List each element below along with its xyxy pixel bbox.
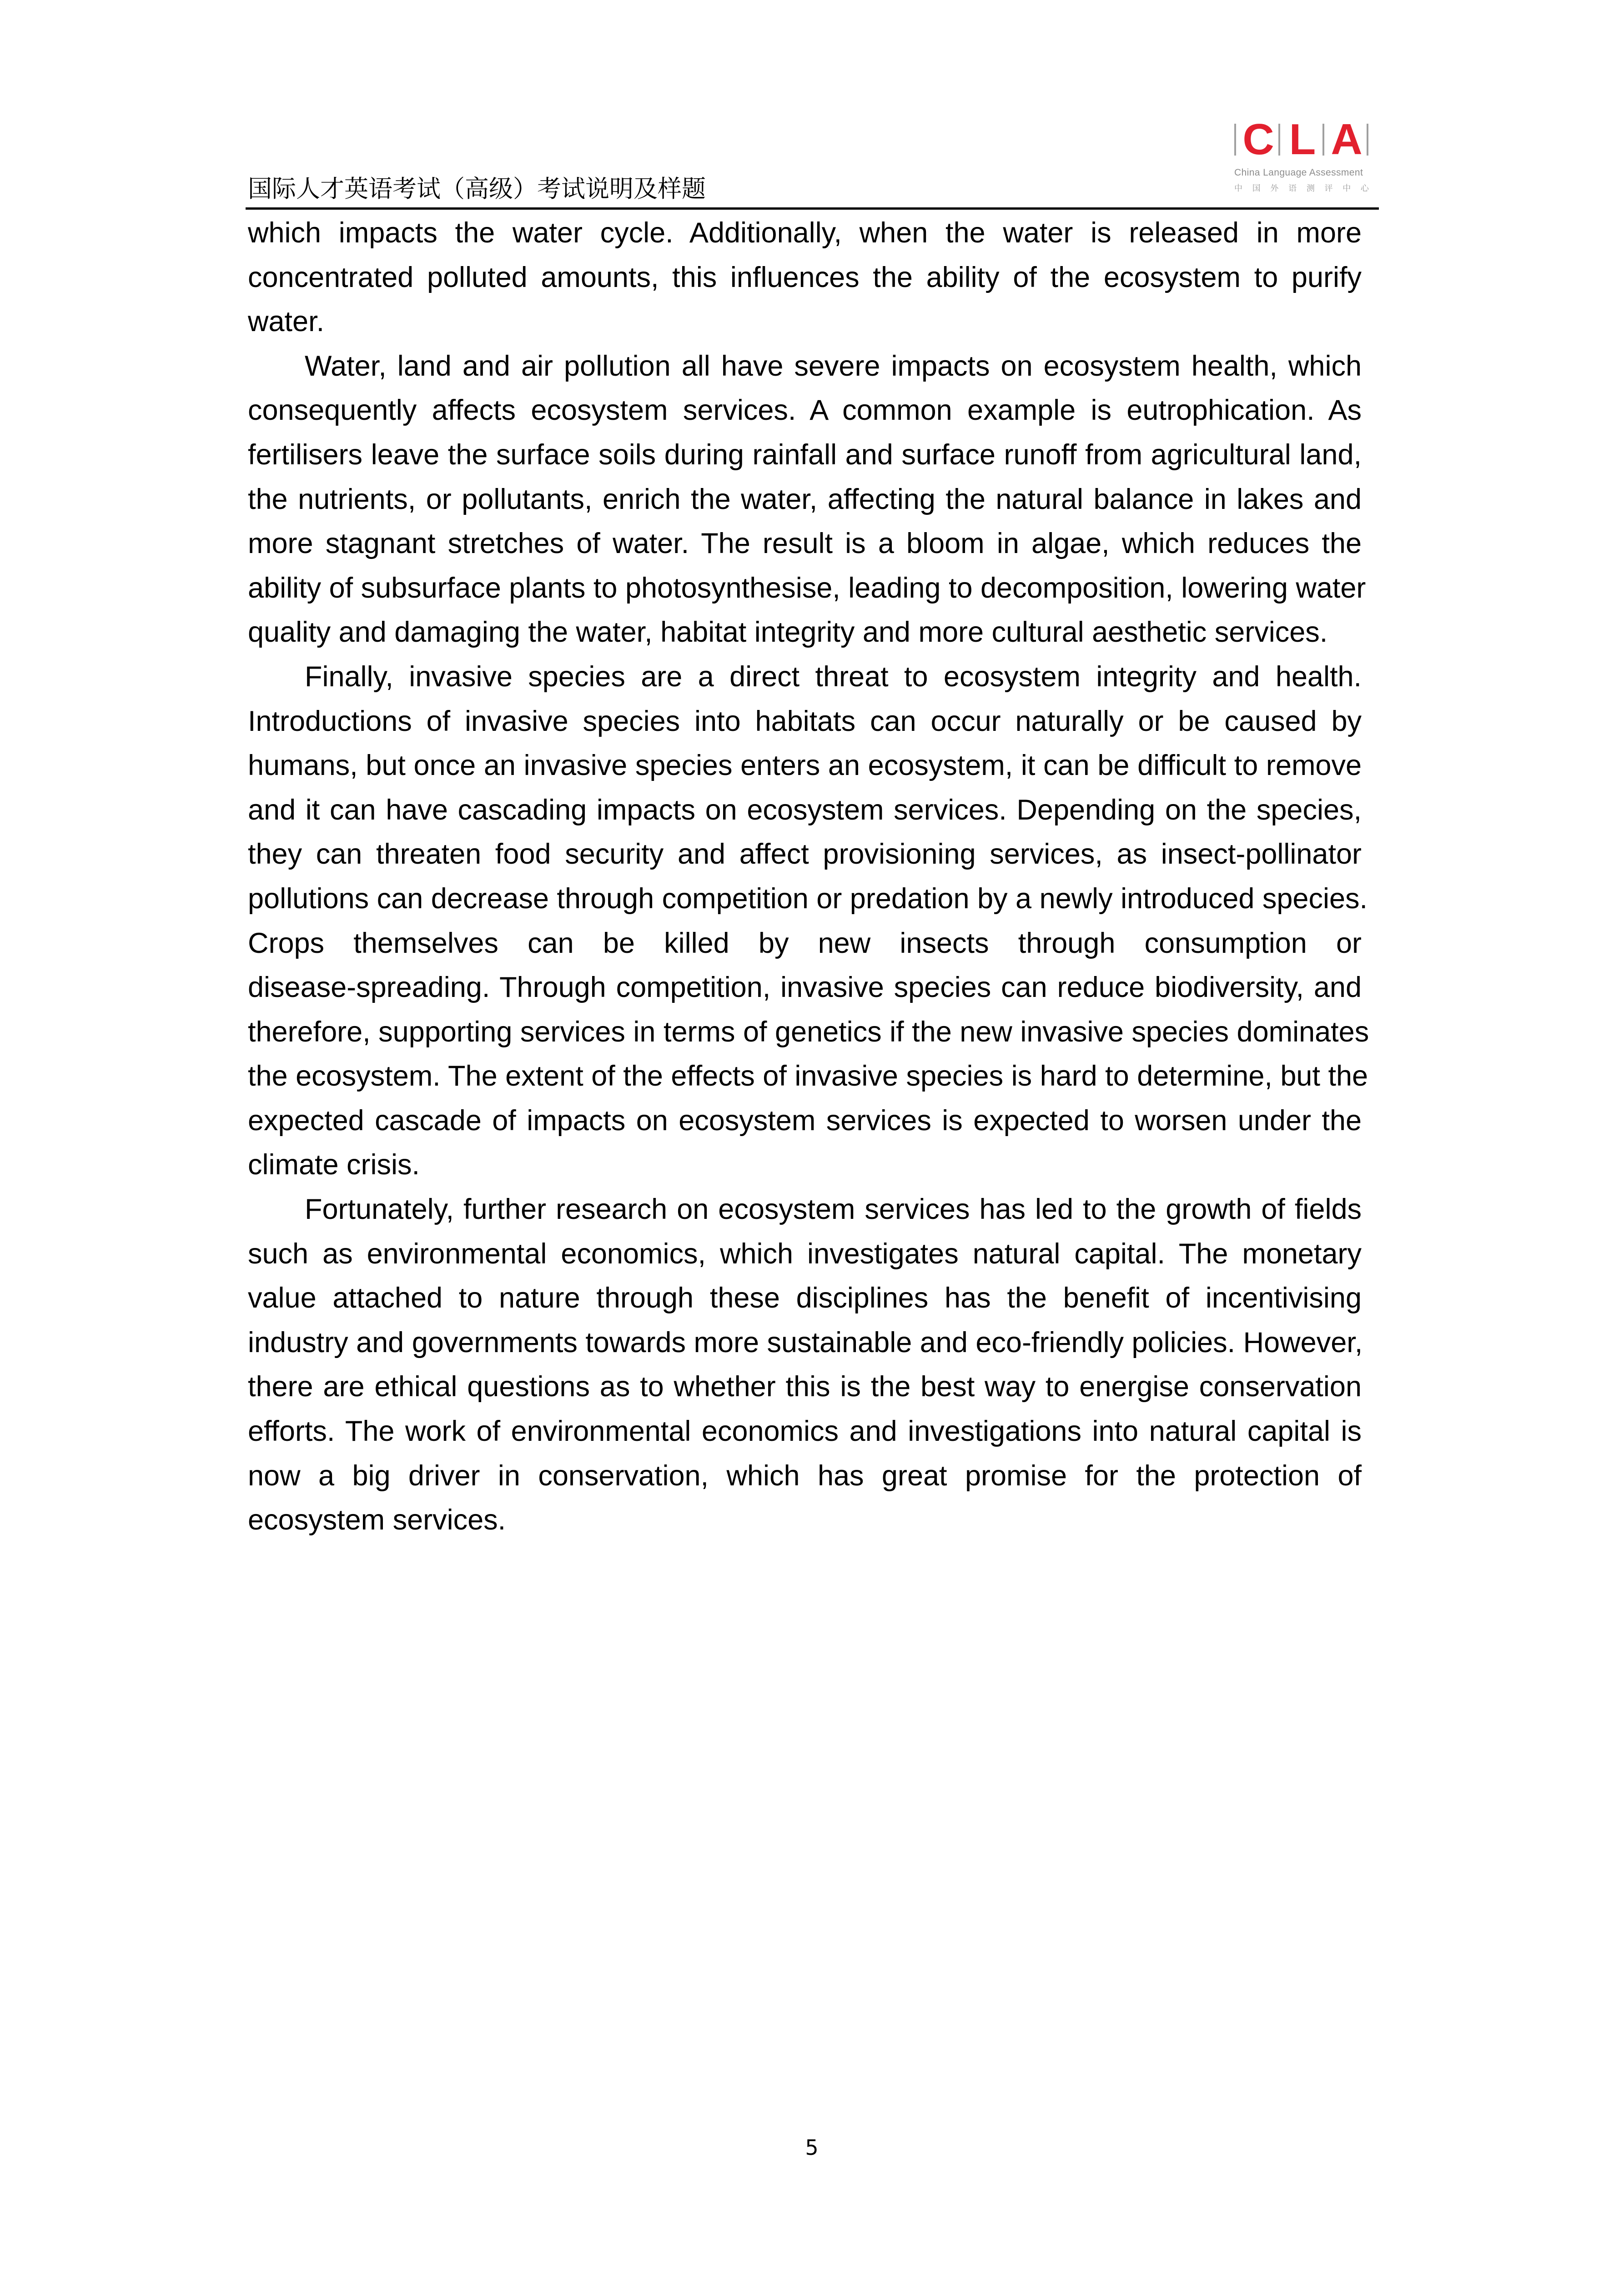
text-line: pollutions can decrease through competition or predation by a newly introduced species. bbox=[248, 882, 1368, 915]
text-line: industry and governments towards more sustainable and eco-friendly policies. However, bbox=[248, 1326, 1363, 1358]
text-line: therefore, supporting services in terms of genetics if the new invasive species dominates bbox=[248, 1016, 1369, 1048]
text-line: disease-spreading. Through competition, invasive species can reduce biodiversity, and bbox=[248, 971, 1362, 1004]
logo-chinese-name bbox=[1234, 184, 1369, 194]
logo-letter-c: C bbox=[1242, 115, 1274, 164]
text-line: water. bbox=[248, 306, 325, 338]
text-line: there are ethical questions as to whether this is the best way to energise conservation bbox=[248, 1371, 1362, 1403]
text-line: humans, but once an invasive species enters an ecosystem, it can be difficult to remove bbox=[248, 750, 1362, 782]
text-line: concentrated polluted amounts, this influences the ability of the ecosystem to purify bbox=[248, 261, 1362, 293]
text-line: Crops themselves can be killed by new insects through consumption or bbox=[248, 927, 1362, 959]
logo-chinese-char: 语 bbox=[1288, 184, 1297, 193]
text-line: Finally, invasive species are a direct threat to ecosystem integrity and health. bbox=[305, 660, 1362, 693]
logo-chinese-char: 中 bbox=[1342, 184, 1351, 193]
logo-chinese-char: 国 bbox=[1252, 184, 1261, 193]
logo-chinese-char: 评 bbox=[1324, 184, 1333, 193]
running-header-title: 国际人才英语考试（高级）考试说明及样题 bbox=[248, 175, 706, 203]
logo-english-name: China Language Assessment bbox=[1234, 167, 1363, 178]
text-line: such as environmental economics, which investigates natural capital. The monetary bbox=[248, 1238, 1362, 1270]
paragraph-4 bbox=[248, 1187, 1362, 1543]
text-line: expected cascade of impacts on ecosystem services is expected to worsen under the bbox=[248, 1104, 1362, 1137]
text-line: Introductions of invasive species into habitats can occur naturally or be caused by bbox=[248, 705, 1362, 737]
text-line: more stagnant stretches of water. The result is a bloom in algae, which reduces the bbox=[248, 528, 1362, 560]
page-number: 5 bbox=[805, 2135, 819, 2160]
text-line: ecosystem services. bbox=[248, 1504, 506, 1536]
text-line: they can threaten food security and affect provisioning services, as insect-pollinator bbox=[248, 838, 1362, 870]
logo-chinese-char: 中 bbox=[1234, 184, 1242, 193]
paragraph-1 bbox=[248, 211, 1362, 344]
text-line: the ecosystem. The extent of the effects of invasive species is hard to determine, but the bbox=[248, 1060, 1368, 1092]
paragraph-2 bbox=[248, 344, 1366, 655]
text-line: quality and damaging the water, habitat integrity and more cultural aesthetic services. bbox=[248, 616, 1328, 649]
cla-logo bbox=[1232, 115, 1371, 197]
logo-chinese-char: 心 bbox=[1360, 184, 1369, 193]
logo-divider-bar bbox=[1322, 124, 1324, 156]
text-line: now a big driver in conservation, which has great promise for the protection of bbox=[248, 1459, 1362, 1492]
logo-divider-bar bbox=[1278, 124, 1280, 156]
text-line: fertilisers leave the surface soils during rainfall and surface runoff from agricultural land, bbox=[248, 438, 1362, 471]
logo-letter-a: A bbox=[1331, 115, 1363, 164]
body-text bbox=[248, 211, 1369, 1543]
paragraph-3 bbox=[248, 655, 1369, 1187]
text-line: the nutrients, or pollutants, enrich the water, affecting the natural balance in lakes and bbox=[248, 483, 1362, 515]
logo-divider-bar bbox=[1234, 124, 1236, 156]
text-line: value attached to nature through these disciplines has the benefit of incentivising bbox=[248, 1282, 1362, 1314]
text-line: consequently affects ecosystem services. A common example is eutrophication. As bbox=[248, 394, 1362, 427]
text-line: ability of subsurface plants to photosynthesise, leading to decomposition, lowering water bbox=[248, 572, 1366, 604]
text-line: Water, land and air pollution all have severe impacts on ecosystem health, which bbox=[305, 350, 1362, 382]
text-line: which impacts the water cycle. Additionally, when the water is released in more bbox=[248, 217, 1362, 249]
text-line: Fortunately, further research on ecosystem services has led to the growth of fields bbox=[305, 1193, 1362, 1226]
logo-chinese-char: 外 bbox=[1270, 184, 1279, 193]
logo-chinese-char: 测 bbox=[1306, 184, 1315, 193]
text-line: climate crisis. bbox=[248, 1149, 420, 1181]
text-line: and it can have cascading impacts on ecosystem services. Depending on the species, bbox=[248, 794, 1362, 826]
text-line: efforts. The work of environmental economics and investigations into natural capital is bbox=[248, 1415, 1362, 1448]
logo-letter-l: L bbox=[1289, 115, 1316, 164]
logo-divider-bar bbox=[1367, 124, 1368, 156]
header-rule bbox=[246, 207, 1379, 210]
